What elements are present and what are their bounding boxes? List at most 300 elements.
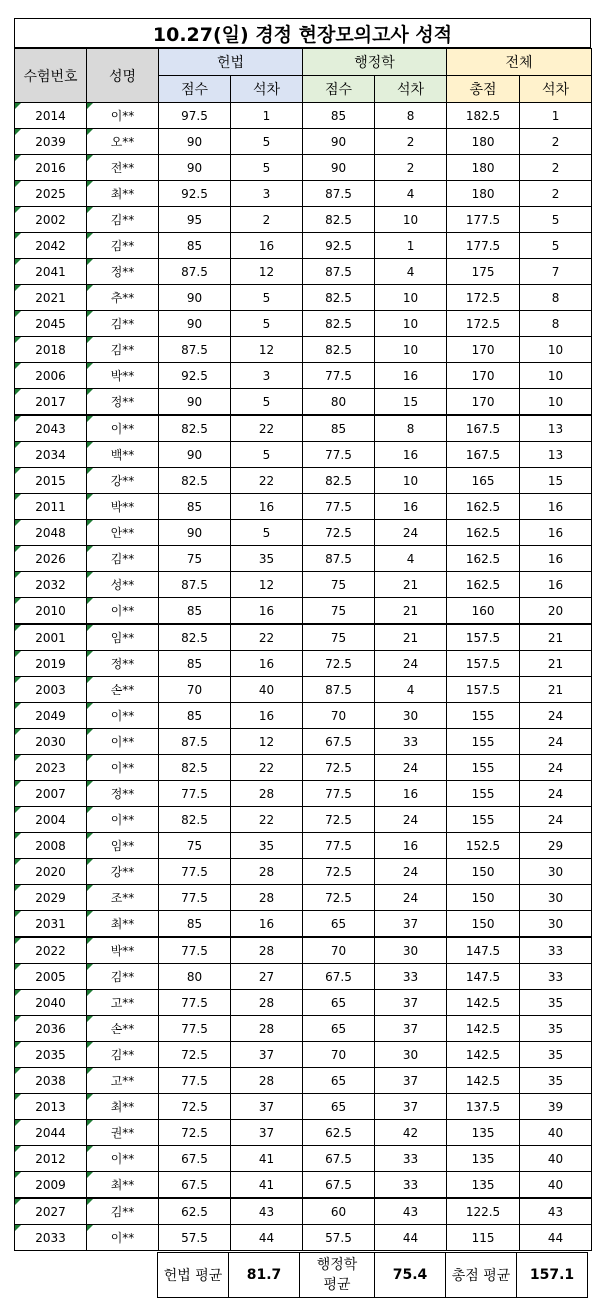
- table-row: [15, 1094, 592, 1120]
- cell-total-score: 167.5: [447, 415, 520, 442]
- cell-total-rank: 7: [520, 259, 592, 285]
- cell-law-score: 57.5: [159, 1225, 231, 1251]
- table-row: [15, 415, 592, 442]
- table-row: [15, 494, 592, 520]
- cell-admin-rank: 37: [375, 1068, 447, 1094]
- cell-admin-score: 82.5: [303, 285, 375, 311]
- cell-law-score: 77.5: [159, 885, 231, 911]
- cell-total-rank: 10: [520, 363, 592, 389]
- cell-total-score: 150: [447, 859, 520, 885]
- cell-admin-score: 67.5: [303, 1172, 375, 1199]
- average-summary: [157, 1252, 588, 1298]
- cell-law-score: 82.5: [159, 755, 231, 781]
- cell-admin-score: 87.5: [303, 546, 375, 572]
- cell-law-rank: 3: [231, 363, 303, 389]
- table-row: [15, 337, 592, 363]
- cell-admin-rank: 44: [375, 1225, 447, 1251]
- cell-total-score: 162.5: [447, 520, 520, 546]
- cell-exam-number: 2013: [15, 1094, 87, 1120]
- cell-admin-rank: 10: [375, 468, 447, 494]
- cell-admin-score: 92.5: [303, 233, 375, 259]
- table-row: [15, 546, 592, 572]
- table-row: [15, 1225, 592, 1251]
- cell-total-score: 142.5: [447, 990, 520, 1016]
- cell-name: 최**: [87, 1172, 159, 1199]
- cell-admin-score: 77.5: [303, 363, 375, 389]
- table-row: [15, 207, 592, 233]
- cell-law-rank: 35: [231, 546, 303, 572]
- cell-admin-score: 77.5: [303, 833, 375, 859]
- table-row: [15, 729, 592, 755]
- cell-total-rank: 43: [520, 1198, 592, 1225]
- cell-admin-rank: 10: [375, 311, 447, 337]
- cell-name: 백**: [87, 442, 159, 468]
- cell-admin-rank: 33: [375, 729, 447, 755]
- cell-name: 박**: [87, 363, 159, 389]
- cell-law-rank: 28: [231, 781, 303, 807]
- cell-admin-rank: 16: [375, 442, 447, 468]
- cell-law-rank: 12: [231, 259, 303, 285]
- cell-law-score: 90: [159, 389, 231, 416]
- cell-exam-number: 2025: [15, 181, 87, 207]
- cell-admin-rank: 16: [375, 494, 447, 520]
- cell-law-rank: 43: [231, 1198, 303, 1225]
- cell-law-score: 77.5: [159, 1068, 231, 1094]
- table-row: [15, 103, 592, 129]
- cell-total-score: 115: [447, 1225, 520, 1251]
- cell-exam-number: 2015: [15, 468, 87, 494]
- cell-admin-rank: 33: [375, 964, 447, 990]
- header-total-rank: 석차: [520, 76, 592, 103]
- cell-law-rank: 28: [231, 937, 303, 964]
- cell-law-score: 70: [159, 677, 231, 703]
- cell-total-rank: 16: [520, 546, 592, 572]
- cell-admin-score: 72.5: [303, 755, 375, 781]
- cell-total-rank: 24: [520, 729, 592, 755]
- cell-total-score: 162.5: [447, 546, 520, 572]
- cell-total-rank: 29: [520, 833, 592, 859]
- table-row: [15, 181, 592, 207]
- cell-total-rank: 30: [520, 911, 592, 938]
- cell-admin-rank: 16: [375, 781, 447, 807]
- table-row: [15, 442, 592, 468]
- table-row: [15, 807, 592, 833]
- table-row: [15, 833, 592, 859]
- cell-total-score: 135: [447, 1172, 520, 1199]
- header-public-admin: 행정학: [303, 49, 447, 76]
- cell-total-score: 165: [447, 468, 520, 494]
- cell-law-rank: 28: [231, 859, 303, 885]
- cell-admin-score: 75: [303, 572, 375, 598]
- cell-law-score: 75: [159, 546, 231, 572]
- cell-total-rank: 2: [520, 181, 592, 207]
- cell-total-rank: 5: [520, 233, 592, 259]
- cell-admin-rank: 21: [375, 572, 447, 598]
- cell-name: 이**: [87, 103, 159, 129]
- header-name: 성명: [87, 49, 159, 103]
- table-row: [15, 885, 592, 911]
- cell-law-rank: 12: [231, 337, 303, 363]
- cell-law-score: 82.5: [159, 807, 231, 833]
- cell-admin-rank: 37: [375, 1094, 447, 1120]
- cell-admin-rank: 24: [375, 651, 447, 677]
- cell-admin-score: 72.5: [303, 885, 375, 911]
- cell-exam-number: 2021: [15, 285, 87, 311]
- header-law-score: 점수: [159, 76, 231, 103]
- cell-total-rank: 10: [520, 389, 592, 416]
- cell-law-score: 85: [159, 598, 231, 625]
- cell-total-score: 122.5: [447, 1198, 520, 1225]
- cell-admin-rank: 30: [375, 1042, 447, 1068]
- cell-total-score: 135: [447, 1120, 520, 1146]
- cell-exam-number: 2014: [15, 103, 87, 129]
- cell-total-rank: 30: [520, 885, 592, 911]
- cell-admin-rank: 30: [375, 937, 447, 964]
- cell-total-score: 177.5: [447, 233, 520, 259]
- cell-admin-rank: 43: [375, 1198, 447, 1225]
- cell-name: 김**: [87, 1042, 159, 1068]
- cell-law-rank: 5: [231, 520, 303, 546]
- cell-law-rank: 22: [231, 415, 303, 442]
- cell-exam-number: 2004: [15, 807, 87, 833]
- cell-law-score: 67.5: [159, 1172, 231, 1199]
- cell-law-rank: 16: [231, 703, 303, 729]
- table-row: [15, 677, 592, 703]
- cell-exam-number: 2012: [15, 1146, 87, 1172]
- cell-admin-score: 87.5: [303, 259, 375, 285]
- cell-total-score: 155: [447, 729, 520, 755]
- cell-total-score: 155: [447, 807, 520, 833]
- cell-exam-number: 2022: [15, 937, 87, 964]
- cell-admin-score: 90: [303, 129, 375, 155]
- cell-name: 이**: [87, 598, 159, 625]
- cell-total-rank: 16: [520, 572, 592, 598]
- cell-total-score: 175: [447, 259, 520, 285]
- cell-exam-number: 2038: [15, 1068, 87, 1094]
- cell-total-rank: 33: [520, 937, 592, 964]
- cell-total-score: 170: [447, 389, 520, 416]
- cell-admin-rank: 2: [375, 129, 447, 155]
- cell-admin-rank: 16: [375, 363, 447, 389]
- cell-admin-rank: 4: [375, 677, 447, 703]
- cell-admin-score: 82.5: [303, 311, 375, 337]
- cell-law-score: 90: [159, 129, 231, 155]
- cell-law-score: 67.5: [159, 1146, 231, 1172]
- cell-total-rank: 21: [520, 624, 592, 651]
- cell-total-rank: 8: [520, 285, 592, 311]
- cell-exam-number: 2023: [15, 755, 87, 781]
- cell-admin-rank: 10: [375, 337, 447, 363]
- cell-name: 임**: [87, 833, 159, 859]
- cell-admin-rank: 42: [375, 1120, 447, 1146]
- cell-law-score: 90: [159, 442, 231, 468]
- cell-exam-number: 2035: [15, 1042, 87, 1068]
- cell-admin-score: 65: [303, 990, 375, 1016]
- cell-name: 정**: [87, 651, 159, 677]
- cell-law-rank: 44: [231, 1225, 303, 1251]
- cell-law-score: 92.5: [159, 363, 231, 389]
- cell-law-rank: 16: [231, 598, 303, 625]
- table-row: [15, 1146, 592, 1172]
- table-row: [15, 964, 592, 990]
- table-row: [15, 572, 592, 598]
- cell-admin-rank: 33: [375, 1146, 447, 1172]
- cell-law-score: 85: [159, 233, 231, 259]
- cell-admin-rank: 10: [375, 207, 447, 233]
- cell-exam-number: 2006: [15, 363, 87, 389]
- cell-law-rank: 2: [231, 207, 303, 233]
- cell-exam-number: 2016: [15, 155, 87, 181]
- cell-total-rank: 35: [520, 1068, 592, 1094]
- cell-total-score: 157.5: [447, 624, 520, 651]
- cell-total-rank: 35: [520, 990, 592, 1016]
- cell-total-score: 147.5: [447, 937, 520, 964]
- cell-admin-score: 87.5: [303, 181, 375, 207]
- cell-admin-rank: 21: [375, 598, 447, 625]
- table-row: [15, 703, 592, 729]
- cell-total-score: 172.5: [447, 311, 520, 337]
- cell-law-score: 77.5: [159, 1016, 231, 1042]
- cell-admin-rank: 24: [375, 859, 447, 885]
- cell-total-rank: 5: [520, 207, 592, 233]
- cell-exam-number: 2033: [15, 1225, 87, 1251]
- cell-law-score: 77.5: [159, 781, 231, 807]
- cell-admin-rank: 4: [375, 259, 447, 285]
- table-row: [15, 389, 592, 416]
- cell-admin-rank: 1: [375, 233, 447, 259]
- header-admin-rank: 석차: [375, 76, 447, 103]
- cell-name: 정**: [87, 259, 159, 285]
- header-total-score: 총점: [447, 76, 520, 103]
- cell-name: 이**: [87, 1146, 159, 1172]
- cell-admin-score: 90: [303, 155, 375, 181]
- cell-exam-number: 2031: [15, 911, 87, 938]
- cell-name: 김**: [87, 1198, 159, 1225]
- cell-exam-number: 2003: [15, 677, 87, 703]
- law-average-label: 헌법 평균: [158, 1253, 229, 1298]
- cell-law-rank: 5: [231, 442, 303, 468]
- total-average-value: 157.1: [517, 1253, 588, 1298]
- cell-law-rank: 28: [231, 990, 303, 1016]
- cell-admin-score: 82.5: [303, 207, 375, 233]
- cell-total-rank: 8: [520, 311, 592, 337]
- cell-total-rank: 13: [520, 442, 592, 468]
- cell-admin-rank: 37: [375, 1016, 447, 1042]
- cell-law-rank: 41: [231, 1146, 303, 1172]
- cell-exam-number: 2026: [15, 546, 87, 572]
- sheet-title: 10.27(일) 경정 현장모의고사 성적: [14, 18, 591, 48]
- cell-law-score: 82.5: [159, 415, 231, 442]
- cell-admin-rank: 15: [375, 389, 447, 416]
- table-row: [15, 520, 592, 546]
- header-constitution: 헌법: [159, 49, 303, 76]
- cell-law-rank: 5: [231, 311, 303, 337]
- cell-exam-number: 2045: [15, 311, 87, 337]
- cell-total-rank: 1: [520, 103, 592, 129]
- table-row: [15, 651, 592, 677]
- cell-name: 손**: [87, 1016, 159, 1042]
- table-row: [15, 1172, 592, 1199]
- cell-law-rank: 5: [231, 129, 303, 155]
- cell-total-rank: 21: [520, 651, 592, 677]
- cell-admin-rank: 10: [375, 285, 447, 311]
- cell-exam-number: 2001: [15, 624, 87, 651]
- cell-exam-number: 2027: [15, 1198, 87, 1225]
- cell-admin-rank: 37: [375, 990, 447, 1016]
- cell-total-score: 170: [447, 337, 520, 363]
- table-row: [15, 155, 592, 181]
- cell-law-rank: 5: [231, 155, 303, 181]
- cell-law-rank: 3: [231, 181, 303, 207]
- admin-average-label-line1: 행정학: [316, 1257, 358, 1273]
- cell-total-rank: 16: [520, 520, 592, 546]
- cell-admin-score: 65: [303, 1068, 375, 1094]
- cell-total-score: 162.5: [447, 572, 520, 598]
- cell-law-rank: 37: [231, 1042, 303, 1068]
- cell-admin-score: 62.5: [303, 1120, 375, 1146]
- table-row: [15, 1016, 592, 1042]
- cell-exam-number: 2030: [15, 729, 87, 755]
- cell-law-rank: 5: [231, 285, 303, 311]
- cell-total-score: 142.5: [447, 1068, 520, 1094]
- cell-total-score: 182.5: [447, 103, 520, 129]
- cell-admin-rank: 2: [375, 155, 447, 181]
- cell-total-rank: 15: [520, 468, 592, 494]
- cell-admin-score: 77.5: [303, 494, 375, 520]
- cell-admin-rank: 37: [375, 911, 447, 938]
- cell-admin-score: 72.5: [303, 520, 375, 546]
- cell-law-rank: 22: [231, 624, 303, 651]
- cell-admin-score: 67.5: [303, 1146, 375, 1172]
- cell-total-rank: 35: [520, 1016, 592, 1042]
- cell-law-rank: 12: [231, 729, 303, 755]
- cell-law-rank: 16: [231, 911, 303, 938]
- cell-total-rank: 10: [520, 337, 592, 363]
- cell-admin-rank: 4: [375, 546, 447, 572]
- score-rows: [15, 103, 592, 1251]
- cell-admin-rank: 24: [375, 807, 447, 833]
- cell-law-score: 85: [159, 651, 231, 677]
- cell-total-rank: 24: [520, 781, 592, 807]
- total-average-label: 총점 평균: [446, 1253, 517, 1298]
- cell-admin-score: 70: [303, 1042, 375, 1068]
- cell-admin-score: 65: [303, 911, 375, 938]
- cell-name: 이**: [87, 1225, 159, 1251]
- cell-total-score: 157.5: [447, 677, 520, 703]
- law-average-value: 81.7: [229, 1253, 300, 1298]
- cell-name: 최**: [87, 1094, 159, 1120]
- cell-law-score: 85: [159, 494, 231, 520]
- cell-total-score: 150: [447, 885, 520, 911]
- cell-admin-rank: 16: [375, 833, 447, 859]
- cell-total-score: 172.5: [447, 285, 520, 311]
- cell-total-score: 180: [447, 129, 520, 155]
- table-row: [15, 755, 592, 781]
- cell-law-rank: 35: [231, 833, 303, 859]
- cell-total-rank: 2: [520, 155, 592, 181]
- cell-law-rank: 12: [231, 572, 303, 598]
- cell-total-score: 167.5: [447, 442, 520, 468]
- cell-total-rank: 40: [520, 1146, 592, 1172]
- table-row: [15, 990, 592, 1016]
- table-row: [15, 363, 592, 389]
- cell-total-rank: 44: [520, 1225, 592, 1251]
- cell-law-score: 85: [159, 911, 231, 938]
- table-row: [15, 1198, 592, 1225]
- cell-law-score: 72.5: [159, 1042, 231, 1068]
- cell-admin-score: 80: [303, 389, 375, 416]
- cell-law-rank: 40: [231, 677, 303, 703]
- cell-law-score: 87.5: [159, 572, 231, 598]
- cell-admin-score: 72.5: [303, 859, 375, 885]
- cell-total-score: 180: [447, 181, 520, 207]
- cell-total-score: 137.5: [447, 1094, 520, 1120]
- cell-law-score: 82.5: [159, 624, 231, 651]
- cell-exam-number: 2036: [15, 1016, 87, 1042]
- cell-name: 김**: [87, 311, 159, 337]
- cell-name: 강**: [87, 859, 159, 885]
- cell-law-rank: 37: [231, 1120, 303, 1146]
- table-row: [15, 1042, 592, 1068]
- cell-exam-number: 2043: [15, 415, 87, 442]
- cell-name: 최**: [87, 911, 159, 938]
- cell-admin-score: 67.5: [303, 729, 375, 755]
- cell-admin-score: 82.5: [303, 468, 375, 494]
- cell-law-score: 72.5: [159, 1120, 231, 1146]
- cell-admin-score: 87.5: [303, 677, 375, 703]
- cell-law-rank: 28: [231, 1016, 303, 1042]
- cell-admin-score: 75: [303, 598, 375, 625]
- cell-exam-number: 2008: [15, 833, 87, 859]
- cell-law-rank: 16: [231, 651, 303, 677]
- cell-admin-rank: 30: [375, 703, 447, 729]
- cell-law-score: 62.5: [159, 1198, 231, 1225]
- admin-average-label-line2: 평균: [323, 1277, 351, 1293]
- table-row: [15, 859, 592, 885]
- cell-admin-score: 60: [303, 1198, 375, 1225]
- cell-admin-score: 67.5: [303, 964, 375, 990]
- cell-exam-number: 2049: [15, 703, 87, 729]
- cell-law-rank: 28: [231, 1068, 303, 1094]
- cell-admin-score: 72.5: [303, 807, 375, 833]
- cell-admin-score: 85: [303, 103, 375, 129]
- cell-name: 최**: [87, 181, 159, 207]
- header-exam-number: 수험번호: [15, 49, 87, 103]
- cell-admin-rank: 33: [375, 1172, 447, 1199]
- cell-law-score: 95: [159, 207, 231, 233]
- cell-exam-number: 2002: [15, 207, 87, 233]
- cell-law-score: 87.5: [159, 337, 231, 363]
- cell-exam-number: 2005: [15, 964, 87, 990]
- cell-law-score: 97.5: [159, 103, 231, 129]
- cell-exam-number: 2044: [15, 1120, 87, 1146]
- cell-name: 이**: [87, 755, 159, 781]
- cell-admin-score: 65: [303, 1094, 375, 1120]
- cell-exam-number: 2042: [15, 233, 87, 259]
- cell-law-score: 80: [159, 964, 231, 990]
- cell-name: 김**: [87, 207, 159, 233]
- cell-admin-rank: 8: [375, 103, 447, 129]
- cell-total-score: 157.5: [447, 651, 520, 677]
- cell-exam-number: 2007: [15, 781, 87, 807]
- cell-exam-number: 2041: [15, 259, 87, 285]
- cell-law-score: 77.5: [159, 937, 231, 964]
- admin-average-value: 75.4: [375, 1253, 446, 1298]
- cell-name: 정**: [87, 781, 159, 807]
- score-table: [14, 48, 592, 1251]
- cell-law-rank: 16: [231, 494, 303, 520]
- cell-exam-number: 2019: [15, 651, 87, 677]
